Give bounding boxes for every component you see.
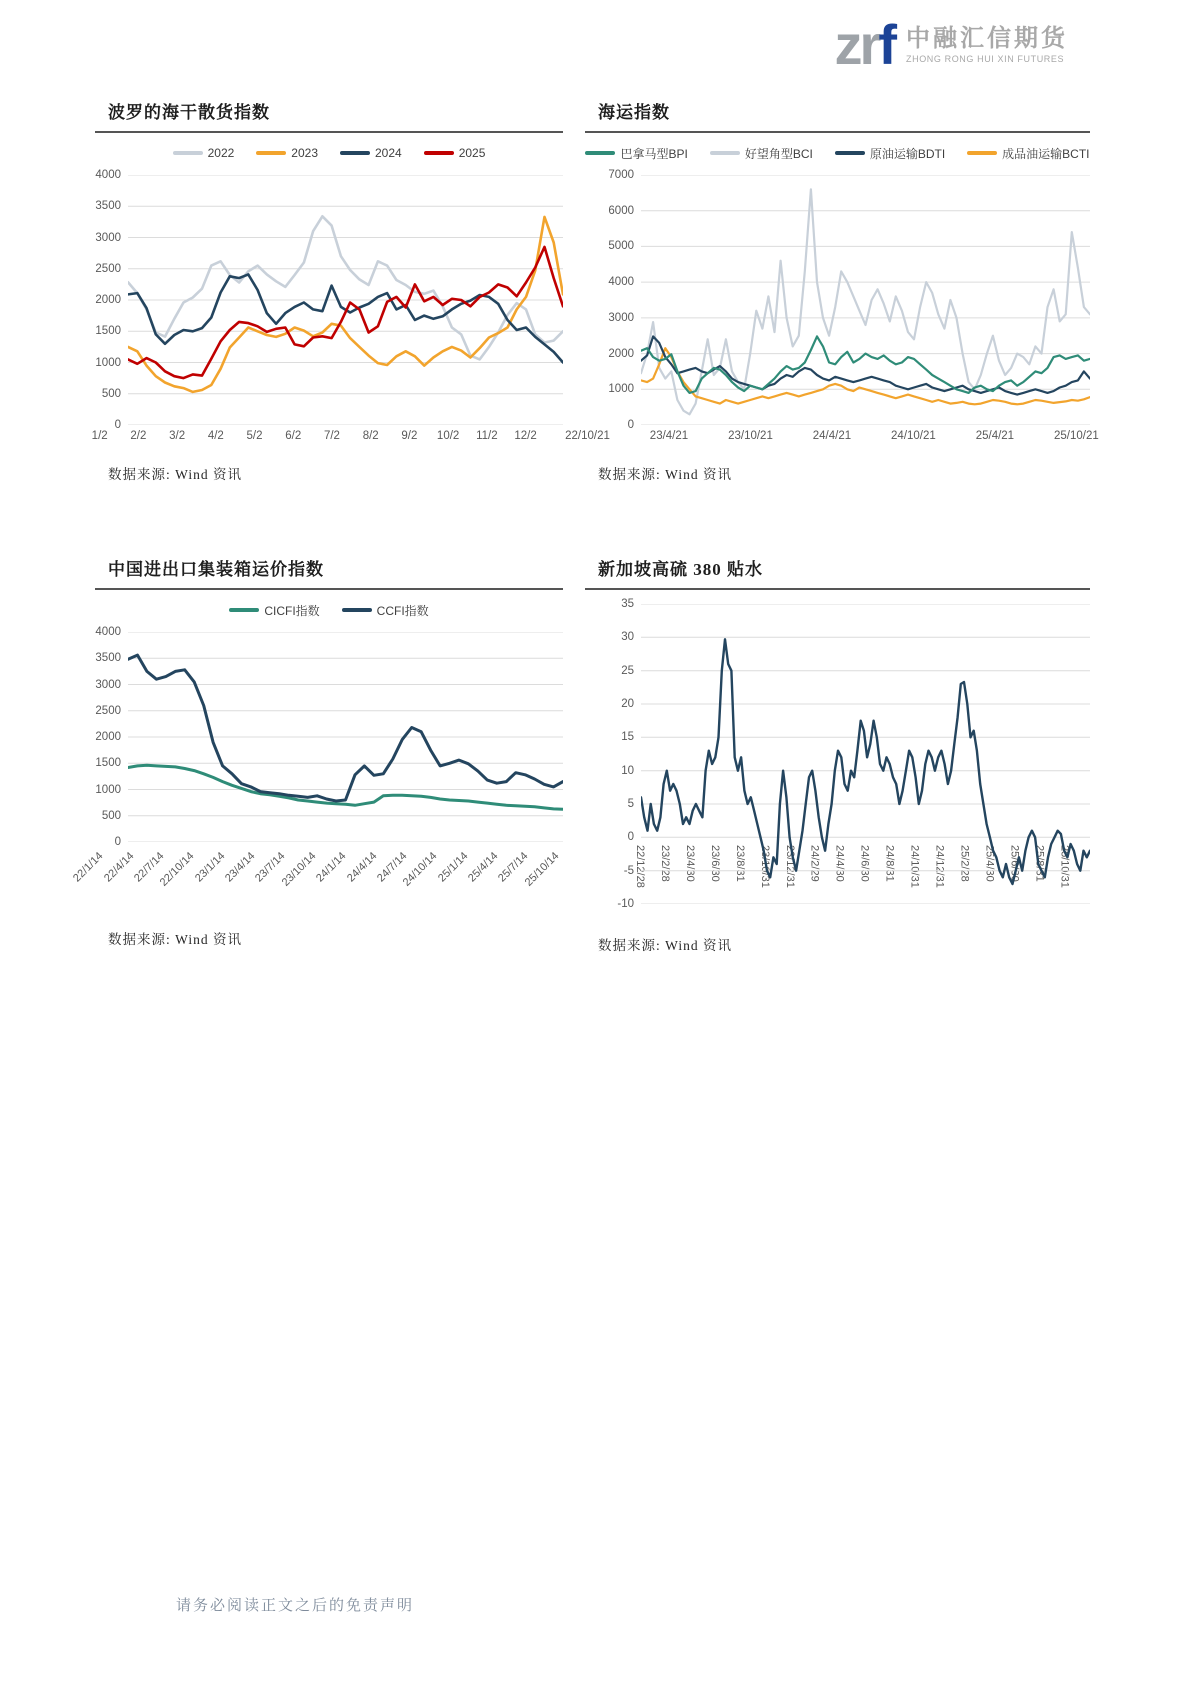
x-axis-label: 5/2 bbox=[246, 430, 263, 442]
x-axis-label: 23/7/14 bbox=[253, 850, 288, 885]
y-axis-tick: 2500 bbox=[95, 704, 121, 717]
x-axis-label: 25/8/31 bbox=[1033, 845, 1046, 883]
legend-item-巴拿马型BPI bbox=[585, 145, 687, 162]
x-axis-label: 25/2/28 bbox=[958, 845, 971, 883]
series-line-2024 bbox=[128, 274, 563, 362]
x-axis-label: 24/4/14 bbox=[344, 850, 380, 885]
chart-title: 中国进出口集装箱运价指数 bbox=[108, 560, 324, 579]
y-axis-tick: 6000 bbox=[608, 204, 634, 217]
x-axis-label: 1/2 bbox=[91, 430, 108, 442]
legend-item-成品油运输BCTI bbox=[967, 145, 1089, 162]
x-axis-label: 24/8/31 bbox=[883, 845, 896, 883]
zrf-logo-icon bbox=[834, 13, 894, 76]
title-rule bbox=[585, 131, 1090, 133]
line-chart bbox=[641, 604, 1090, 904]
plot-row bbox=[95, 169, 563, 431]
legend-swatch bbox=[173, 151, 203, 155]
line-chart bbox=[128, 632, 563, 842]
legend-item-2024 bbox=[340, 146, 402, 160]
y-axis-tick: -10 bbox=[617, 898, 634, 910]
x-axis-label: 10/2 bbox=[436, 430, 460, 442]
x-axis-label: 23/10/31 bbox=[758, 845, 771, 889]
x-axis-label: 25/4/30 bbox=[983, 845, 996, 883]
x-axis-label: 6/2 bbox=[285, 430, 302, 442]
x-axis-label: 25/4/14 bbox=[466, 850, 501, 885]
legend-swatch bbox=[342, 608, 372, 612]
chart-singapore-hsfo-380-discount bbox=[585, 555, 1090, 954]
legend-label: 成品油运输BCTI bbox=[1002, 146, 1090, 161]
y-axis-tick: 0 bbox=[114, 836, 121, 848]
y-axis bbox=[585, 169, 641, 431]
y-axis-tick: 3000 bbox=[95, 678, 121, 691]
chart-title: 海运指数 bbox=[598, 103, 670, 122]
line-chart bbox=[128, 175, 563, 425]
disclaimer-footer: 请务必阅读正文之后的免责声明 bbox=[176, 1598, 415, 1614]
x-axis bbox=[91, 425, 563, 447]
title-rule bbox=[95, 588, 563, 590]
y-axis-tick: 0 bbox=[627, 831, 634, 844]
x-axis-label: 25/1/14 bbox=[435, 850, 471, 885]
x-axis-label: 24/4/30 bbox=[833, 845, 846, 883]
legend-swatch bbox=[835, 151, 865, 155]
y-axis-tick: 5 bbox=[627, 798, 634, 810]
legend-swatch bbox=[585, 151, 615, 155]
y-axis-tick: 10 bbox=[621, 764, 634, 777]
series-line-好望角型BCI bbox=[641, 189, 1090, 414]
legend-item-2022 bbox=[173, 146, 235, 160]
x-axis-label: 22/10/21 bbox=[565, 430, 610, 442]
plot-row bbox=[585, 169, 1090, 431]
x-axis bbox=[71, 842, 563, 918]
x-axis-label: 23/4/21 bbox=[649, 430, 689, 442]
y-axis-tick: 1000 bbox=[95, 783, 121, 796]
legend-label: 原油运输BDTI bbox=[869, 146, 946, 161]
legend-swatch bbox=[340, 151, 370, 155]
x-axis-label: 24/10/31 bbox=[908, 845, 921, 889]
y-axis-tick: 4000 bbox=[608, 276, 634, 289]
title-rule bbox=[95, 131, 563, 133]
y-axis-tick: 25 bbox=[621, 664, 634, 677]
x-axis-label: 25/7/14 bbox=[496, 850, 531, 885]
chart-title: 新加坡高硫 380 贴水 bbox=[598, 560, 763, 579]
legend-swatch bbox=[424, 151, 454, 155]
y-axis-tick: 3000 bbox=[608, 311, 634, 324]
series-line-2025 bbox=[128, 247, 563, 378]
x-axis-label: 22/4/14 bbox=[101, 850, 137, 885]
legend-label: CCFI指数 bbox=[376, 603, 429, 618]
y-axis-tick: 20 bbox=[621, 698, 634, 710]
y-axis-tick: 0 bbox=[627, 419, 634, 431]
data-source-note: 数据来源: Wind 资讯 bbox=[598, 467, 732, 482]
x-axis-label: 23/12/31 bbox=[783, 845, 796, 889]
y-axis bbox=[585, 598, 641, 910]
chart-shipping-indices bbox=[565, 98, 1099, 483]
x-axis-label: 23/10/14 bbox=[279, 850, 319, 889]
y-axis-tick: -5 bbox=[623, 864, 634, 877]
y-axis-tick: 1500 bbox=[95, 325, 121, 338]
logo-f-text: f bbox=[878, 13, 894, 76]
x-axis-label: 23/4/30 bbox=[683, 845, 696, 883]
legend bbox=[95, 594, 563, 626]
legend-item-原油运输BDTI bbox=[835, 145, 945, 162]
x-axis-label: 22/7/14 bbox=[132, 850, 167, 885]
legend-item-CICFI指数 bbox=[229, 602, 319, 619]
data-source-note: 数据来源: Wind 资讯 bbox=[108, 932, 242, 947]
series-line-CCFI指数 bbox=[128, 655, 563, 801]
x-axis-label: 25/10/31 bbox=[1058, 845, 1071, 889]
x-axis-label: 24/10/14 bbox=[400, 850, 440, 889]
x-axis-label: 25/6/30 bbox=[1008, 845, 1021, 883]
x-axis-label: 7/2 bbox=[323, 430, 340, 442]
y-axis-tick: 3500 bbox=[95, 652, 121, 665]
y-axis-tick: 500 bbox=[101, 387, 121, 400]
y-axis-tick: 1000 bbox=[608, 383, 634, 396]
x-axis-label: 22/1/14 bbox=[71, 850, 106, 885]
company-logo bbox=[834, 13, 1068, 76]
data-source-note: 数据来源: Wind 资讯 bbox=[598, 938, 732, 953]
x-axis-label: 22/10/14 bbox=[158, 850, 197, 889]
y-axis bbox=[95, 626, 128, 848]
chart-title: 波罗的海干散货指数 bbox=[108, 103, 270, 122]
x-axis-label: 25/4/21 bbox=[975, 430, 1015, 442]
chart-baltic-dry-index bbox=[91, 98, 563, 483]
plot-area bbox=[128, 632, 563, 842]
legend-label: 2022 bbox=[207, 146, 235, 160]
company-name-en: ZHONG RONG HUI XIN FUTURES bbox=[906, 54, 1065, 65]
x-axis-label: 24/12/31 bbox=[933, 845, 946, 889]
y-axis-tick: 3500 bbox=[95, 200, 121, 213]
y-axis-tick: 2000 bbox=[608, 347, 634, 360]
legend-swatch bbox=[229, 608, 259, 612]
y-axis-tick: 2500 bbox=[95, 262, 121, 275]
x-axis-label: 23/8/31 bbox=[733, 845, 746, 883]
legend-swatch bbox=[710, 151, 740, 155]
x-axis-label: 24/2/29 bbox=[808, 845, 821, 883]
line-chart bbox=[641, 175, 1090, 425]
x-axis-label: 24/4/21 bbox=[812, 430, 852, 442]
charts-grid bbox=[71, 98, 1099, 954]
company-name-cn: 中融汇信期货 bbox=[906, 25, 1068, 53]
legend-label: 好望角型BCI bbox=[744, 146, 813, 161]
legend-item-2023 bbox=[256, 146, 318, 160]
y-axis-tick: 30 bbox=[621, 631, 634, 644]
legend-item-好望角型BCI bbox=[710, 145, 813, 162]
x-axis-label: 24/7/14 bbox=[374, 850, 410, 885]
legend-swatch bbox=[256, 151, 286, 155]
x-axis-label: 25/10/14 bbox=[522, 850, 562, 889]
plot-row bbox=[585, 598, 1090, 910]
x-axis-label: 23/6/30 bbox=[708, 845, 721, 883]
x-axis-label: 4/2 bbox=[207, 430, 224, 442]
x-axis-label: 22/12/28 bbox=[634, 845, 646, 889]
legend bbox=[95, 137, 563, 169]
y-axis-tick: 4000 bbox=[95, 626, 121, 638]
plot-row bbox=[95, 626, 563, 848]
y-axis-tick: 1000 bbox=[95, 356, 121, 369]
chart-china-container-freight bbox=[71, 555, 563, 954]
x-axis-label: 23/1/14 bbox=[192, 850, 228, 885]
y-axis-tick: 0 bbox=[114, 419, 121, 431]
legend-item-2025 bbox=[424, 146, 486, 160]
y-axis-tick: 1500 bbox=[95, 757, 121, 770]
y-axis-tick: 35 bbox=[621, 598, 634, 610]
x-axis-label: 8/2 bbox=[362, 430, 379, 442]
legend-swatch bbox=[967, 151, 997, 155]
y-axis-tick: 2000 bbox=[95, 294, 121, 306]
x-axis-label: 11/2 bbox=[476, 430, 498, 442]
logo-names bbox=[906, 26, 1068, 64]
x-axis-label: 9/2 bbox=[401, 430, 418, 442]
plot-area bbox=[634, 604, 1090, 904]
x-axis-label: 24/1/14 bbox=[314, 850, 349, 885]
y-axis-tick: 7000 bbox=[608, 169, 634, 181]
x-axis bbox=[565, 425, 1099, 447]
plot-area bbox=[641, 175, 1090, 425]
y-axis bbox=[95, 169, 128, 431]
x-axis-label: 25/10/21 bbox=[1053, 430, 1099, 442]
x-axis-label: 12/2 bbox=[514, 430, 537, 442]
x-axis-label: 24/10/21 bbox=[891, 430, 936, 442]
series-line-CICFI指数 bbox=[128, 765, 563, 809]
data-source-note: 数据来源: Wind 资讯 bbox=[108, 467, 242, 482]
legend-label: 2025 bbox=[458, 146, 486, 160]
y-axis-tick: 500 bbox=[101, 809, 121, 822]
x-axis-label: 23/10/21 bbox=[728, 430, 773, 442]
x-axis-label: 2/2 bbox=[130, 430, 147, 442]
y-axis-tick: 2000 bbox=[95, 731, 121, 743]
series-line-新加坡高硫380贴水 bbox=[641, 639, 1090, 884]
y-axis-tick: 5000 bbox=[608, 240, 634, 253]
legend-label: CICFI指数 bbox=[264, 603, 320, 618]
x-axis-label: 23/2/28 bbox=[658, 845, 671, 883]
y-axis-tick: 15 bbox=[621, 731, 634, 744]
x-axis-label: 24/6/30 bbox=[858, 845, 871, 883]
y-axis-tick: 3000 bbox=[95, 231, 121, 244]
y-axis-tick: 4000 bbox=[95, 169, 121, 181]
title-rule bbox=[585, 588, 1090, 590]
legend-label: 2023 bbox=[291, 146, 318, 160]
x-axis-label: 23/4/14 bbox=[223, 850, 258, 885]
legend bbox=[585, 137, 1090, 169]
legend-item-CCFI指数 bbox=[342, 602, 429, 619]
logo-zr-text: zr bbox=[834, 13, 879, 76]
legend-label: 2024 bbox=[375, 146, 402, 160]
plot-area bbox=[128, 175, 563, 425]
legend-label: 巴拿马型BPI bbox=[620, 146, 688, 161]
x-axis-label: 3/2 bbox=[169, 430, 186, 442]
